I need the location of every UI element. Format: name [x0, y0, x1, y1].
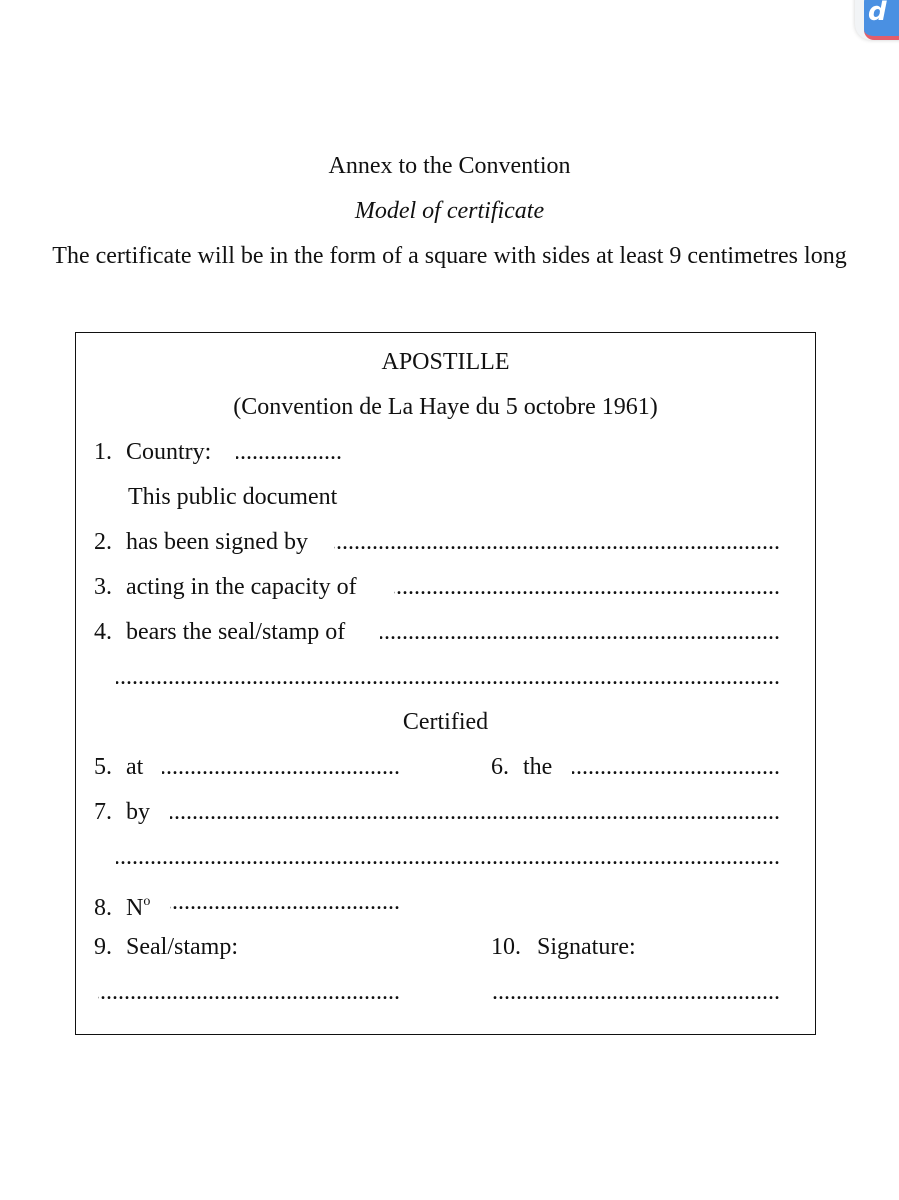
seal-of-continuation [94, 662, 780, 692]
number-label: N [126, 895, 144, 921]
field-number: 6. [491, 754, 509, 780]
signature-label: Signature: [537, 934, 636, 960]
capacity-row [94, 572, 780, 602]
by-row [94, 797, 780, 827]
field-number: 4. [94, 619, 112, 645]
seal-stamp-field[interactable] [98, 977, 400, 1007]
country-row [94, 437, 780, 467]
seal-of-label: bears the seal/stamp of [126, 619, 346, 645]
number-superscript: o [143, 894, 151, 909]
public-document-line: This public document [128, 484, 338, 510]
number-field[interactable] [170, 887, 400, 917]
by-field[interactable] [170, 797, 780, 827]
signed-by-field[interactable] [334, 527, 780, 557]
capacity-label: acting in the capacity of [126, 574, 357, 600]
by-continuation [94, 842, 780, 872]
seal-of-field-2[interactable] [116, 662, 780, 692]
size-note: The certificate will be in the form of a square with sides at least 9 centimetres long [52, 243, 847, 269]
field-number: 5. [94, 754, 112, 780]
the-field[interactable] [572, 752, 780, 782]
seal-of-row [94, 617, 780, 647]
country-field[interactable] [236, 437, 342, 467]
signed-by-row [94, 527, 780, 557]
seal-of-field[interactable] [380, 617, 780, 647]
at-the-row [94, 752, 780, 782]
model-subtitle: Model of certificate [354, 198, 545, 224]
seal-signature-fields [94, 977, 780, 1007]
field-number: 9. [94, 934, 112, 960]
field-number: 3. [94, 574, 112, 600]
signature-field[interactable] [492, 977, 780, 1007]
by-field-2[interactable] [116, 842, 780, 872]
signed-by-label: has been signed by [126, 529, 308, 555]
by-label: by [126, 799, 150, 825]
field-number: 2. [94, 529, 112, 555]
number-row [94, 887, 780, 921]
capacity-field[interactable] [394, 572, 780, 602]
app-badge-icon: d [864, 0, 899, 40]
annex-title: Annex to the Convention [328, 153, 571, 179]
field-number: 8. [94, 895, 112, 921]
the-label: the [523, 754, 553, 780]
country-label: Country: [126, 439, 212, 465]
at-field[interactable] [162, 752, 400, 782]
apostille-title: APOSTILLE [381, 349, 510, 375]
at-label: at [126, 754, 144, 780]
field-number: 10. [491, 934, 521, 960]
signature-group [491, 932, 636, 962]
convention-line: (Convention de La Haye du 5 octobre 1961) [233, 394, 658, 420]
seal-stamp-label: Seal/stamp: [126, 934, 238, 960]
field-number: 1. [94, 439, 112, 465]
certified-heading: Certified [402, 709, 489, 735]
seal-signature-row [94, 932, 780, 962]
field-number: 7. [94, 799, 112, 825]
the-group [491, 752, 552, 782]
apostille-certificate [75, 332, 816, 1035]
app-badge[interactable] [855, 0, 899, 40]
